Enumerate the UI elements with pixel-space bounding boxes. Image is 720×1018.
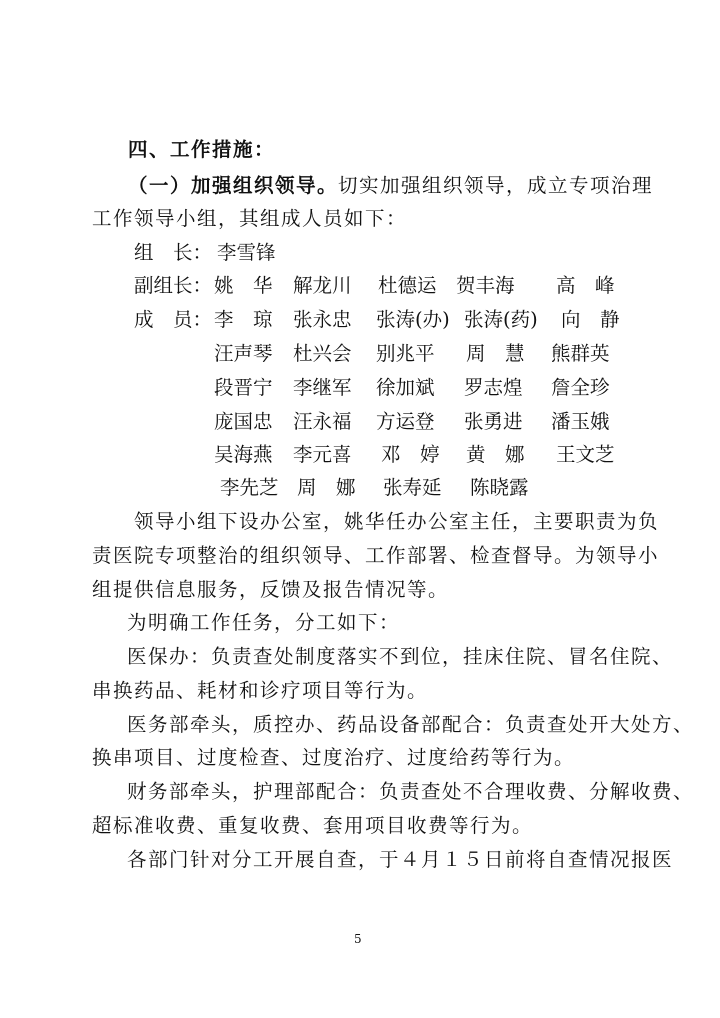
member-name: 李先芝 [220, 476, 279, 499]
deputy-name: 高 峰 [556, 274, 615, 297]
member-name: 杜兴会 [293, 342, 352, 365]
ybb-line: 医保办：负责查处制度落实不到位，挂床住院、冒名住院、 [127, 645, 674, 668]
ywb-line: 换串项目、过度检查、过度治疗、过度给药等行为。 [92, 746, 576, 769]
member-name: 周 慧 [466, 342, 525, 365]
member-name: 张勇进 [464, 410, 523, 433]
member-name: 陈晓露 [470, 476, 529, 499]
deputy-label: 副组长： [134, 274, 213, 297]
cwb-line: 超标准收费、重复收费、套用项目收费等行为。 [92, 814, 534, 837]
deputy-name: 杜德运 [378, 274, 437, 297]
office-paragraph-line: 领导小组下设办公室，姚华任办公室主任，主要职责为负 [134, 510, 660, 533]
leader-label: 组 长： [134, 241, 213, 264]
member-name: 汪声琴 [214, 342, 273, 365]
member-name: 李继军 [293, 376, 352, 399]
member-name: 潘玉娥 [551, 410, 610, 433]
member-name: 张涛(药) [464, 308, 538, 331]
deputy-name: 解龙川 [293, 274, 352, 297]
member-name: 段晋宁 [214, 376, 273, 399]
page-number: 5 [354, 932, 362, 946]
cwb-line: 财务部牵头，护理部配合：负责查处不合理收费、分解收费、 [127, 780, 695, 803]
division-intro: 为明确工作任务，分工如下： [127, 611, 401, 634]
member-name: 王文芝 [556, 443, 615, 466]
leader-name: 李雪锋 [217, 241, 276, 264]
deputy-name: 姚 华 [214, 274, 273, 297]
member-name: 李元喜 [293, 443, 352, 466]
office-paragraph-line: 组提供信息服务，反馈及报告情况等。 [92, 578, 450, 601]
member-name: 邓 婷 [381, 443, 440, 466]
member-name: 方运登 [376, 410, 435, 433]
section-1-line-2: 工作领导小组，其组成人员如下： [92, 207, 408, 230]
member-name: 张涛(办) [376, 308, 450, 331]
member-name: 庞国忠 [214, 410, 273, 433]
deputy-name: 贺丰海 [456, 274, 515, 297]
member-name: 吴海燕 [214, 443, 273, 466]
section-heading: 四、工作措施： [128, 138, 276, 161]
section-1-text: 切实加强组织领导，成立专项治理 [338, 174, 654, 197]
members-label: 成 员： [134, 308, 213, 331]
self-check-line: 各部门针对分工开展自查，于４月１５日前将自查情况报医 [127, 848, 674, 871]
office-paragraph-line: 责医院专项整治的组织领导、工作部署、检查督导。为领导小 [92, 544, 660, 567]
ybb-line: 串换药品、耗材和诊疗项目等行为。 [92, 679, 429, 702]
member-name: 汪永福 [293, 410, 352, 433]
member-name: 张永忠 [293, 308, 352, 331]
member-name: 李 琼 [214, 308, 273, 331]
member-name: 熊群英 [551, 342, 610, 365]
member-name: 徐加斌 [376, 376, 435, 399]
member-name: 詹全珍 [551, 376, 610, 399]
section-1-line-1 [128, 174, 653, 198]
member-name: 周 娜 [297, 476, 356, 499]
member-name: 向 静 [561, 308, 620, 331]
member-name: 罗志煌 [464, 376, 523, 399]
section-1-lead: （一）加强组织领导。 [128, 174, 339, 197]
member-name: 黄 娜 [466, 443, 525, 466]
ywb-line: 医务部牵头，质控办、药品设备部配合：负责查处开大处方、 [127, 713, 695, 736]
member-name: 张寿延 [383, 476, 442, 499]
member-name: 别兆平 [376, 342, 435, 365]
